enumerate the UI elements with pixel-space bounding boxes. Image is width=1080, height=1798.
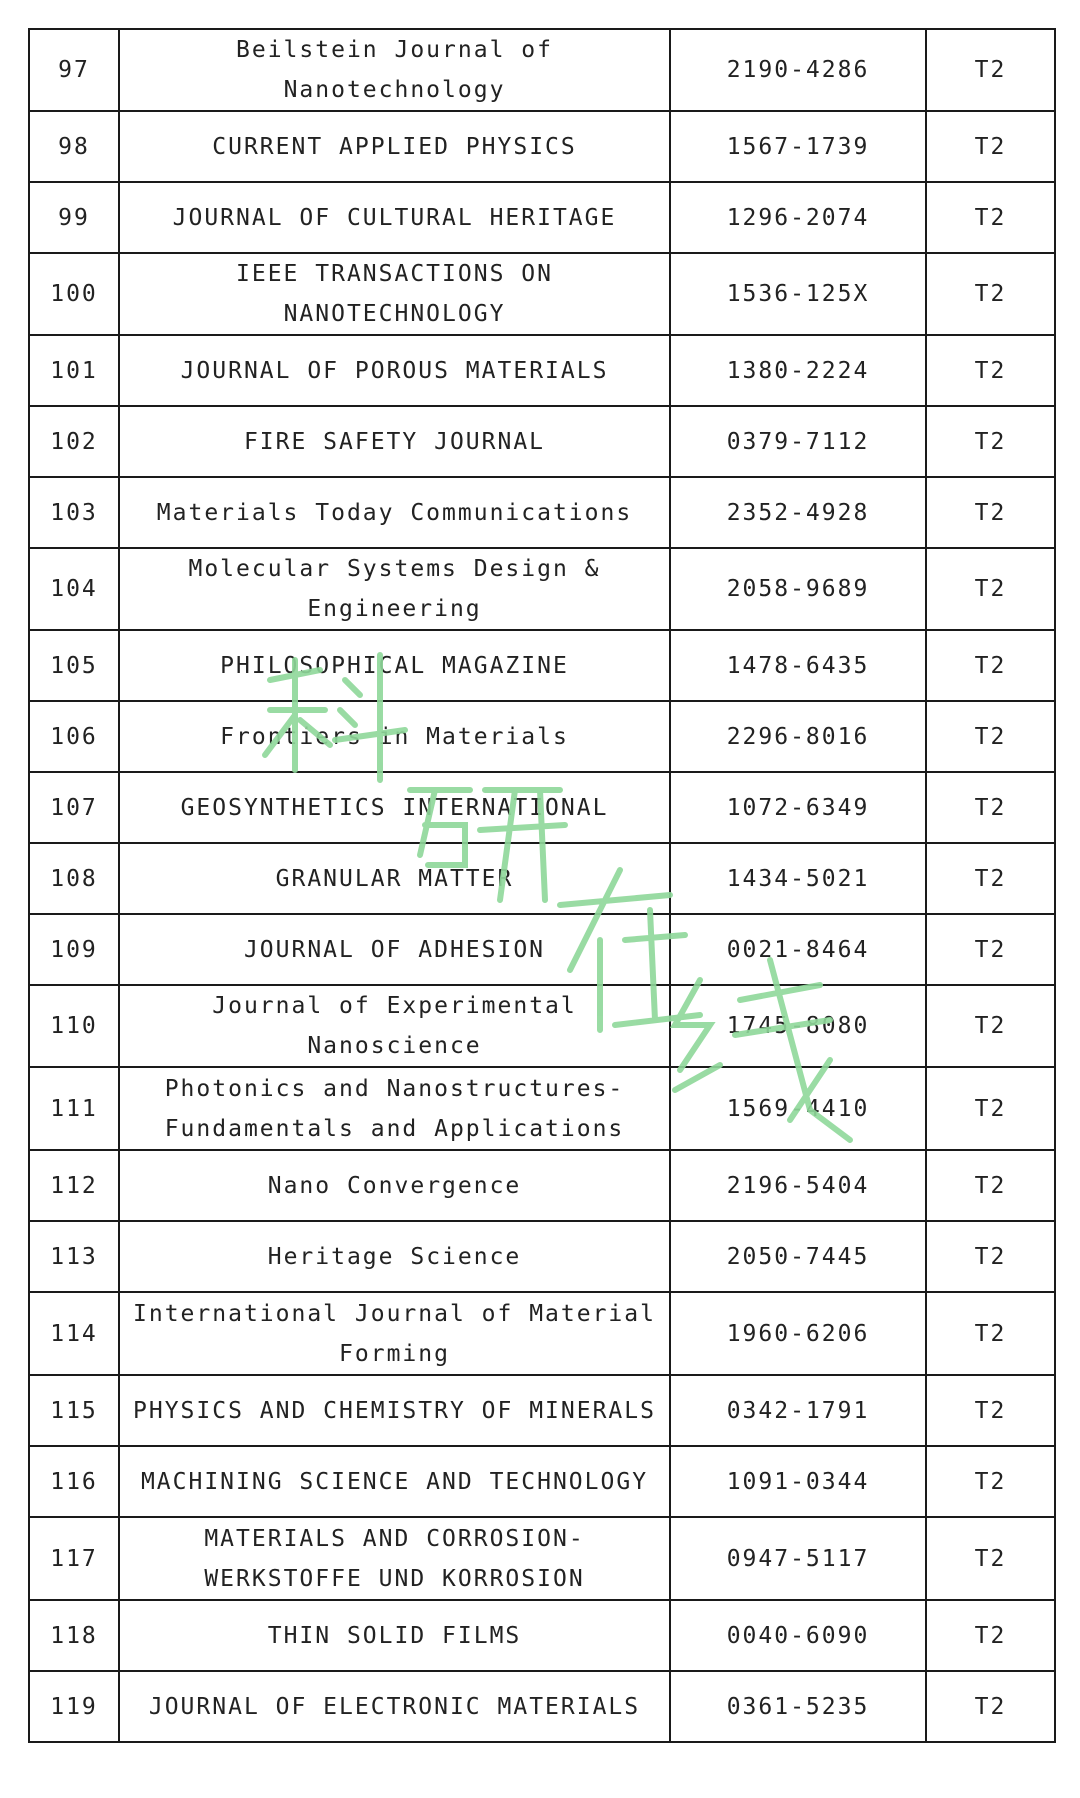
journal-name: JOURNAL OF ELECTRONIC MATERIALS — [119, 1671, 670, 1742]
journal-name: GRANULAR MATTER — [119, 843, 670, 914]
journal-issn: 2050-7445 — [670, 1221, 926, 1292]
row-number: 117 — [29, 1517, 119, 1600]
journal-tier: T2 — [926, 477, 1055, 548]
journal-issn: 0361-5235 — [670, 1671, 926, 1742]
journal-issn: 1434-5021 — [670, 843, 926, 914]
journal-tier: T2 — [926, 1517, 1055, 1600]
table-row — [29, 406, 1055, 477]
journal-tier: T2 — [926, 1221, 1055, 1292]
journal-tier: T2 — [926, 253, 1055, 335]
table-row — [29, 1375, 1055, 1446]
journal-table-container — [28, 28, 1054, 1743]
row-number: 112 — [29, 1150, 119, 1221]
row-number: 100 — [29, 253, 119, 335]
journal-tier: T2 — [926, 335, 1055, 406]
journal-tier: T2 — [926, 914, 1055, 985]
row-number: 110 — [29, 985, 119, 1067]
journal-tier: T2 — [926, 1600, 1055, 1671]
journal-issn: 0021-8464 — [670, 914, 926, 985]
table-row — [29, 985, 1055, 1067]
table-row — [29, 630, 1055, 701]
table-row — [29, 1292, 1055, 1375]
journal-issn: 1536-125X — [670, 253, 926, 335]
journal-tier: T2 — [926, 1375, 1055, 1446]
row-number: 102 — [29, 406, 119, 477]
journal-tier: T2 — [926, 1671, 1055, 1742]
table-row — [29, 1517, 1055, 1600]
row-number: 97 — [29, 29, 119, 111]
journal-issn: 2352-4928 — [670, 477, 926, 548]
table-row — [29, 1150, 1055, 1221]
journal-name: Beilstein Journal of Nanotechnology — [119, 29, 670, 111]
journal-name: Photonics and Nanostructures-Fundamentals and Applications — [119, 1067, 670, 1150]
table-row — [29, 1221, 1055, 1292]
journal-issn: 0379-7112 — [670, 406, 926, 477]
table-row — [29, 701, 1055, 772]
journal-issn: 2058-9689 — [670, 548, 926, 630]
table-row — [29, 1446, 1055, 1517]
journal-issn: 1569-4410 — [670, 1067, 926, 1150]
row-number: 115 — [29, 1375, 119, 1446]
row-number: 107 — [29, 772, 119, 843]
journal-name: PHYSICS AND CHEMISTRY OF MINERALS — [119, 1375, 670, 1446]
journal-issn: 2196-5404 — [670, 1150, 926, 1221]
journal-name: MATERIALS AND CORROSION-WERKSTOFFE UND KORROSION — [119, 1517, 670, 1600]
journal-name: IEEE TRANSACTIONS ON NANOTECHNOLOGY — [119, 253, 670, 335]
journal-name: JOURNAL OF ADHESION — [119, 914, 670, 985]
journal-name: Heritage Science — [119, 1221, 670, 1292]
journal-issn: 1091-0344 — [670, 1446, 926, 1517]
row-number: 106 — [29, 701, 119, 772]
journal-issn: 1380-2224 — [670, 335, 926, 406]
journal-name: Molecular Systems Design & Engineering — [119, 548, 670, 630]
journal-tier: T2 — [926, 406, 1055, 477]
journal-name: JOURNAL OF POROUS MATERIALS — [119, 335, 670, 406]
journal-tier: T2 — [926, 1150, 1055, 1221]
journal-name: Materials Today Communications — [119, 477, 670, 548]
journal-table-body — [29, 29, 1055, 1742]
table-row — [29, 1067, 1055, 1150]
journal-name: PHILOSOPHICAL MAGAZINE — [119, 630, 670, 701]
journal-issn: 2296-8016 — [670, 701, 926, 772]
journal-issn: 1296-2074 — [670, 182, 926, 253]
journal-tier: T2 — [926, 1067, 1055, 1150]
journal-issn: 1478-6435 — [670, 630, 926, 701]
row-number: 103 — [29, 477, 119, 548]
journal-issn: 2190-4286 — [670, 29, 926, 111]
row-number: 113 — [29, 1221, 119, 1292]
journal-issn: 1745-8080 — [670, 985, 926, 1067]
journal-issn: 1567-1739 — [670, 111, 926, 182]
table-row — [29, 772, 1055, 843]
journal-issn: 0342-1791 — [670, 1375, 926, 1446]
table-row — [29, 477, 1055, 548]
table-row — [29, 914, 1055, 985]
journal-issn: 1072-6349 — [670, 772, 926, 843]
table-row — [29, 182, 1055, 253]
row-number: 114 — [29, 1292, 119, 1375]
table-row — [29, 253, 1055, 335]
journal-name: Nano Convergence — [119, 1150, 670, 1221]
row-number: 108 — [29, 843, 119, 914]
row-number: 118 — [29, 1600, 119, 1671]
journal-name: Frontiers in Materials — [119, 701, 670, 772]
table-row — [29, 1600, 1055, 1671]
journal-name: Journal of Experimental Nanoscience — [119, 985, 670, 1067]
row-number: 105 — [29, 630, 119, 701]
row-number: 98 — [29, 111, 119, 182]
journal-name: MACHINING SCIENCE AND TECHNOLOGY — [119, 1446, 670, 1517]
row-number: 119 — [29, 1671, 119, 1742]
table-row — [29, 1671, 1055, 1742]
table-row — [29, 29, 1055, 111]
row-number: 99 — [29, 182, 119, 253]
journal-table — [28, 28, 1056, 1743]
journal-tier: T2 — [926, 1446, 1055, 1517]
journal-tier: T2 — [926, 772, 1055, 843]
row-number: 116 — [29, 1446, 119, 1517]
journal-issn: 0040-6090 — [670, 1600, 926, 1671]
journal-tier: T2 — [926, 29, 1055, 111]
table-row — [29, 843, 1055, 914]
journal-tier: T2 — [926, 1292, 1055, 1375]
journal-name: CURRENT APPLIED PHYSICS — [119, 111, 670, 182]
row-number: 104 — [29, 548, 119, 630]
journal-issn: 1960-6206 — [670, 1292, 926, 1375]
journal-tier: T2 — [926, 701, 1055, 772]
journal-name: THIN SOLID FILMS — [119, 1600, 670, 1671]
journal-tier: T2 — [926, 182, 1055, 253]
journal-tier: T2 — [926, 843, 1055, 914]
journal-name: FIRE SAFETY JOURNAL — [119, 406, 670, 477]
row-number: 101 — [29, 335, 119, 406]
table-row — [29, 111, 1055, 182]
journal-name: International Journal of Material Forming — [119, 1292, 670, 1375]
row-number: 111 — [29, 1067, 119, 1150]
journal-name: GEOSYNTHETICS INTERNATIONAL — [119, 772, 670, 843]
journal-name: JOURNAL OF CULTURAL HERITAGE — [119, 182, 670, 253]
journal-issn: 0947-5117 — [670, 1517, 926, 1600]
journal-tier: T2 — [926, 548, 1055, 630]
table-row — [29, 548, 1055, 630]
table-row — [29, 335, 1055, 406]
journal-tier: T2 — [926, 111, 1055, 182]
journal-tier: T2 — [926, 630, 1055, 701]
row-number: 109 — [29, 914, 119, 985]
journal-tier: T2 — [926, 985, 1055, 1067]
